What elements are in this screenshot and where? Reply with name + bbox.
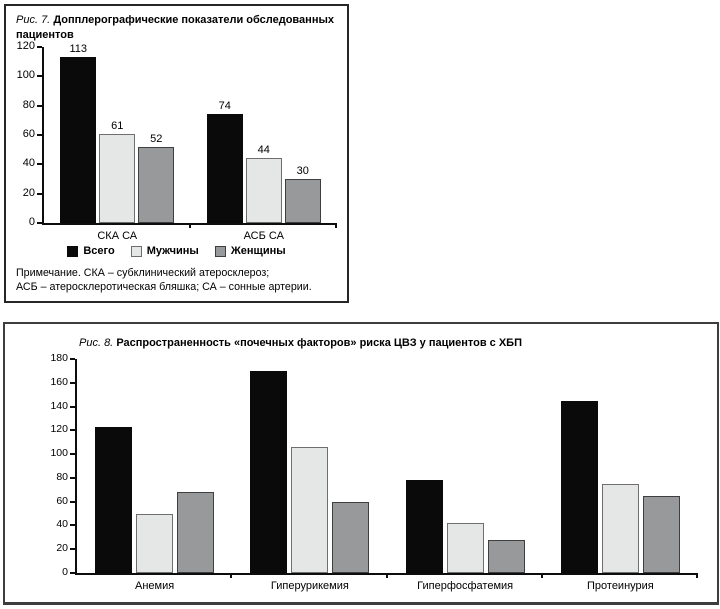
bar-value-label: 113 [69, 43, 88, 56]
y-axis-tick-label: 140 [50, 399, 68, 412]
bar [60, 57, 96, 223]
bar-value-label: 61 [111, 119, 124, 132]
y-axis-tick-label: 0 [62, 566, 68, 578]
x-axis-category-label: Гиперфосфатемия [417, 580, 514, 592]
x-axis-category-label: Анемия [135, 580, 175, 592]
figure-8-panel [3, 322, 719, 605]
y-axis-tick-label: 0 [28, 216, 35, 228]
y-axis-tick [37, 105, 42, 107]
bar [95, 427, 132, 573]
bar-мужчины [291, 447, 328, 573]
figure-7-legend [6, 245, 347, 257]
bar-всего [60, 43, 96, 223]
bar-value-label: 74 [218, 100, 231, 113]
bar [177, 492, 214, 573]
y-axis-tick-label: 60 [22, 128, 35, 140]
figure-7-panel [4, 4, 349, 303]
y-axis-tick-label: 40 [22, 157, 35, 170]
bar [138, 147, 174, 223]
figure-7-note-line2: АСБ – атеросклеротическая бляшка; СА – сонные артерии. [16, 281, 312, 293]
x-axis-category-label: Протеинурия [587, 580, 654, 592]
bar [99, 134, 135, 223]
bar-женщины [488, 540, 525, 573]
y-axis-tick [37, 46, 42, 48]
bar [136, 514, 173, 573]
x-axis-category-label: СКА СА [97, 230, 138, 242]
y-axis-tick [70, 358, 75, 360]
x-axis-tick [335, 223, 337, 228]
bar-value-label: 44 [257, 144, 270, 157]
y-axis-tick-label: 20 [56, 542, 68, 555]
figure-7-title-text: Допплерографические показатели обследованных пациентов [16, 14, 334, 41]
y-axis-tick [37, 193, 42, 195]
figure-7-label: Рис. 7. [16, 14, 51, 26]
bar-женщины [177, 492, 214, 573]
bar [285, 179, 321, 223]
figure-8-label: Рис. 8. [79, 337, 114, 349]
bar-всего [561, 401, 598, 573]
y-axis-tick [70, 501, 75, 503]
y-axis-tick-label: 100 [16, 69, 35, 82]
bar [291, 447, 328, 573]
bar-мужчины [246, 144, 282, 223]
x-axis-category-label: Гиперурикемия [270, 580, 349, 592]
bar [488, 540, 525, 573]
bar [207, 114, 243, 223]
x-axis-tick [230, 573, 232, 578]
y-axis-tick [37, 222, 42, 224]
y-axis-tick-label: 80 [22, 98, 35, 111]
legend-swatch [131, 246, 142, 257]
x-axis-tick [386, 573, 388, 578]
y-axis-tick [37, 75, 42, 77]
figure-8-title-text: Распространенность «почечных факторов» риска ЦВЗ у пациентов с ХБП [116, 337, 522, 349]
bar-group [60, 43, 174, 223]
bar-женщины [138, 132, 174, 223]
bar [332, 502, 369, 573]
bar [250, 371, 287, 573]
y-axis-tick [70, 453, 75, 455]
bar [406, 480, 443, 573]
y-axis-tick [70, 548, 75, 550]
y-axis-tick [70, 524, 75, 526]
bar [246, 158, 282, 223]
bar-женщины [332, 502, 369, 573]
bar-value-label: 52 [150, 132, 163, 145]
y-axis-tick [37, 163, 42, 165]
legend-label: Всего [83, 245, 115, 257]
legend-item-мужчины [131, 245, 199, 257]
y-axis-tick-label: 80 [56, 470, 68, 483]
figure-8-title [79, 336, 709, 351]
bar-мужчины [447, 523, 484, 573]
bar [643, 496, 680, 573]
y-axis-tick-label: 40 [56, 518, 68, 531]
x-axis-tick [189, 223, 191, 228]
bar-всего [95, 427, 132, 573]
legend-item-женщины [215, 245, 286, 257]
y-axis-tick [70, 477, 75, 479]
figure-7-chart [16, 40, 337, 242]
x-axis-category-label: АСБ СА [243, 230, 284, 242]
x-axis-tick [541, 573, 543, 578]
bar-всего [406, 480, 443, 573]
y-axis-tick-label: 120 [16, 40, 35, 52]
bar-всего [207, 100, 243, 223]
legend-label: Женщины [230, 245, 286, 257]
y-axis-tick [70, 406, 75, 408]
legend-swatch [215, 246, 226, 257]
y-axis-tick [70, 429, 75, 431]
y-axis-tick [37, 134, 42, 136]
bar-group [207, 100, 321, 223]
bar-group [250, 371, 369, 573]
y-axis-tick-label: 120 [50, 423, 68, 436]
bar [561, 401, 598, 573]
y-axis-tick-label: 180 [50, 352, 68, 364]
bar-женщины [285, 165, 321, 223]
bar-group [561, 401, 680, 573]
bar-value-label: 30 [296, 165, 309, 177]
bar-group [406, 480, 525, 573]
x-axis-tick [696, 573, 698, 578]
bar-мужчины [99, 119, 135, 223]
figure-7-note-line1: Примечание. СКА – субклинический атеросклероз; [16, 267, 270, 279]
bar-group [95, 427, 214, 573]
bar-всего [250, 371, 287, 573]
y-axis-tick-label: 60 [56, 494, 68, 507]
legend-swatch [67, 246, 78, 257]
y-axis-tick-label: 160 [50, 375, 68, 388]
y-axis-tick [70, 382, 75, 384]
figure-7-title [16, 13, 346, 43]
bar-мужчины [602, 484, 639, 573]
bar [602, 484, 639, 573]
y-axis-tick [70, 572, 75, 574]
legend-label: Мужчины [146, 245, 199, 257]
figure-8-chart [50, 352, 698, 592]
y-axis-tick-label: 20 [22, 186, 35, 199]
bar-мужчины [136, 514, 173, 573]
legend-item-всего [67, 245, 114, 257]
figure-7-note [16, 266, 348, 294]
bar-женщины [643, 496, 680, 573]
bar [447, 523, 484, 573]
y-axis-tick-label: 100 [50, 447, 68, 460]
